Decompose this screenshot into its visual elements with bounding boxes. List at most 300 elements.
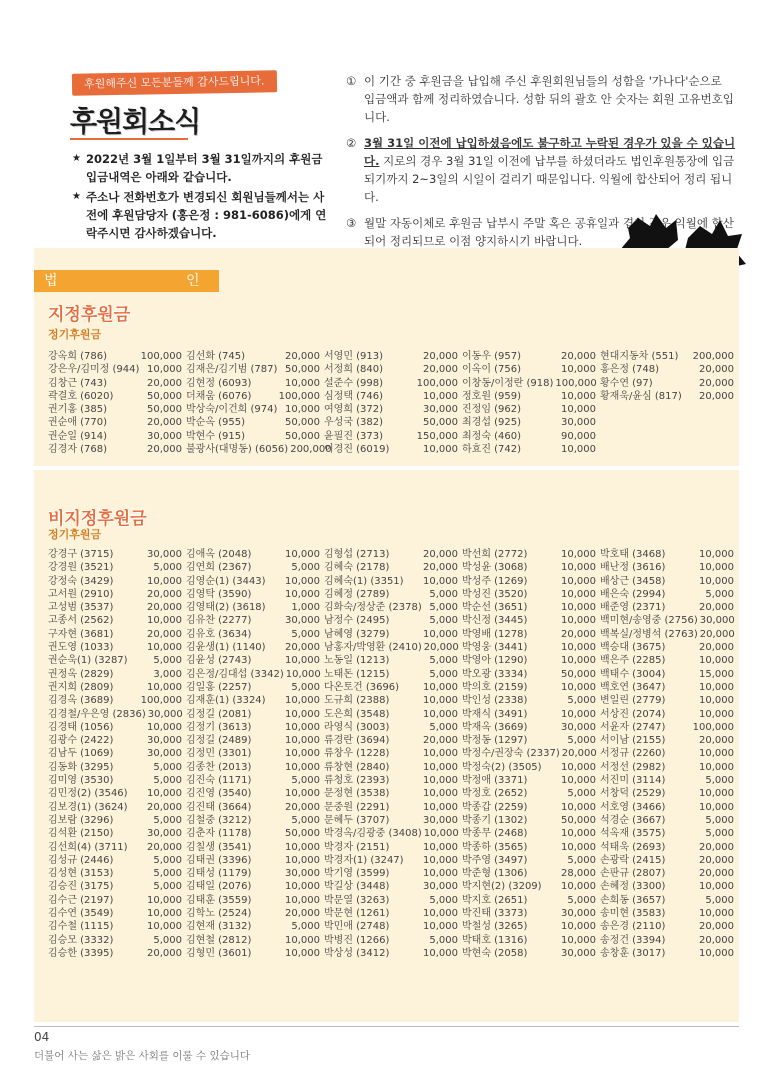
donor-name: 권순애 (770)	[48, 417, 108, 429]
donor-row	[48, 894, 182, 907]
donor-name: 배준영 (2371)	[600, 602, 666, 614]
donor-name: 김보경(1) (3624)	[48, 801, 128, 813]
donation-amount: 5,000	[429, 588, 458, 600]
donor-name: 석경순 (3667)	[600, 814, 666, 826]
donation-amount: 10,000	[561, 934, 596, 946]
donor-name: 박종무 (2468)	[462, 828, 528, 840]
donation-amount: 30,000	[147, 735, 182, 747]
donation-amount: 5,000	[705, 894, 734, 906]
donor-row	[186, 614, 320, 627]
donor-name: 곽결호 (6020)	[48, 390, 114, 402]
donor-row	[600, 681, 734, 694]
donation-amount: 20,000	[561, 748, 597, 760]
donation-amount: 30,000	[699, 615, 735, 627]
donor-row	[324, 708, 458, 721]
donor-row	[600, 867, 734, 880]
section-header-corporate	[34, 270, 219, 292]
donor-column	[462, 350, 596, 456]
donation-amount: 10,000	[285, 947, 320, 959]
donor-name: 고성범 (3537)	[48, 602, 114, 614]
donor-row	[48, 390, 182, 403]
donation-amount: 10,000	[561, 801, 596, 813]
donation-amount: 10,000	[699, 881, 734, 893]
donation-amount: 30,000	[561, 721, 596, 733]
donor-name: 박기영 (3599)	[324, 868, 390, 880]
donor-row	[462, 350, 596, 363]
donation-amount: 10,000	[561, 364, 596, 376]
donor-row	[48, 416, 182, 429]
donor-name: 김정민 (3301)	[186, 748, 252, 760]
donation-amount: 10,000	[423, 841, 458, 853]
donor-name: 김수연 (3549)	[48, 908, 114, 920]
donor-row	[462, 947, 596, 960]
donor-row	[48, 601, 182, 614]
donor-name: 석옥재 (3575)	[600, 828, 666, 840]
donation-amount: 30,000	[285, 615, 320, 627]
donor-name: 도은희 (3548)	[324, 708, 390, 720]
donor-name: 서상진 (2074)	[600, 708, 666, 720]
donation-amount: 10,000	[423, 908, 458, 920]
donor-row	[324, 430, 458, 443]
donor-row	[48, 350, 182, 363]
nondesignated-title: 비지정후원금	[48, 509, 147, 529]
donor-row	[324, 628, 458, 641]
donation-amount: 20,000	[285, 908, 320, 920]
donor-row	[324, 575, 458, 588]
donor-row	[186, 894, 320, 907]
donor-name: 박인성 (2338)	[462, 695, 528, 707]
donation-amount: 10,000	[423, 708, 458, 720]
donor-name: 김태권 (3396)	[186, 854, 252, 866]
donation-amount: 5,000	[429, 934, 458, 946]
donation-amount: 10,000	[147, 575, 182, 587]
donor-row	[48, 641, 182, 654]
donor-name: 황재욱/윤심 (817)	[600, 390, 682, 402]
donor-row	[324, 601, 458, 614]
donor-name: 현대지동차 (551)	[600, 351, 679, 362]
donation-amount: 5,000	[429, 615, 458, 627]
donor-row	[600, 827, 734, 840]
donor-name: 김동화 (3295)	[48, 761, 114, 773]
donor-row	[462, 654, 596, 667]
donor-name: 김진태 (3664)	[186, 801, 252, 813]
donor-name: 김윤성 (2743)	[186, 655, 252, 667]
donor-row	[324, 747, 458, 760]
donation-amount: 20,000	[561, 351, 596, 362]
donor-name: 백미현/송영중 (2756)	[600, 615, 698, 627]
donor-name: 김형민 (3601)	[186, 947, 252, 959]
donor-row	[600, 894, 734, 907]
donor-row	[462, 430, 596, 443]
donor-row	[462, 561, 596, 574]
donor-row	[48, 734, 182, 747]
donation-amount: 10,000	[423, 921, 458, 933]
donation-amount: 20,000	[561, 628, 596, 640]
donor-column	[600, 350, 734, 456]
donor-name: 박문현 (1261)	[324, 908, 390, 920]
donor-name: 박민애 (2748)	[324, 921, 390, 933]
donor-row	[600, 761, 734, 774]
donation-amount: 20,000	[147, 801, 182, 813]
donation-amount: 10,000	[285, 748, 320, 760]
donor-row	[186, 947, 320, 960]
donor-row	[462, 377, 596, 390]
donor-row	[186, 841, 320, 854]
donation-amount: 50,000	[147, 404, 182, 416]
note-text: 이 기간 중 후원금을 납입해 주신 후원회원님들의 성함을 '가나다'순으로 입금액과 함께 정리하였습니다. 성함 뒤의 괄호 안 숫자는 회원 고유번호입니다.	[364, 74, 734, 124]
donor-row	[324, 668, 458, 681]
donation-amount: 50,000	[561, 668, 596, 680]
donation-amount: 10,000	[423, 390, 458, 402]
donor-row	[186, 668, 320, 681]
donor-name: 박정동 (1297)	[462, 735, 528, 747]
donor-name: 도규희 (2388)	[324, 695, 390, 707]
donor-row	[600, 854, 734, 867]
donor-row	[600, 841, 734, 854]
donor-row	[48, 363, 182, 376]
donor-name: 박지호 (2651)	[462, 894, 528, 906]
donor-name: 김승진 (3175)	[48, 881, 114, 893]
donor-row	[48, 708, 182, 721]
donor-row	[324, 774, 458, 787]
donor-row	[48, 880, 182, 893]
donor-row	[600, 801, 734, 814]
donor-name: 박상성 (3412)	[324, 947, 390, 959]
section-header-right: 인	[186, 273, 200, 289]
donor-name: 김석환 (2150)	[48, 828, 114, 840]
donor-row	[462, 708, 596, 721]
donor-name: 박정수/권장숙 (2337)	[462, 748, 560, 760]
donor-name: 김종찬 (2013)	[186, 761, 252, 773]
donor-row	[324, 814, 458, 827]
donor-row	[186, 721, 320, 734]
donation-amount: 20,000	[147, 841, 182, 853]
donor-name: 백호연 (3647)	[600, 681, 666, 693]
donor-row	[186, 641, 320, 654]
donor-name: 김태성 (1179)	[186, 868, 252, 880]
donor-name: 김보람 (3296)	[48, 814, 114, 826]
donation-amount: 10,000	[423, 828, 459, 840]
page-number: 04	[34, 1030, 50, 1044]
donation-amount: 10,000	[285, 721, 320, 733]
donation-amount: 10,000	[423, 681, 458, 693]
donation-amount: 50,000	[285, 828, 320, 840]
donation-amount: 5,000	[153, 562, 182, 574]
donor-row	[48, 575, 182, 588]
donor-name: 서정희 (840)	[324, 364, 384, 376]
donor-name: 박재옥 (3669)	[462, 721, 528, 733]
donor-row	[462, 416, 596, 429]
donor-name: 서창덕 (2529)	[600, 788, 666, 800]
donor-row	[48, 377, 182, 390]
donor-name: 류창현 (2840)	[324, 761, 390, 773]
donor-name: 박영아 (1290)	[462, 655, 528, 667]
donation-amount: 10,000	[561, 588, 596, 600]
donation-amount: 20,000	[423, 364, 458, 376]
donor-row	[600, 787, 734, 800]
donor-row	[462, 880, 596, 893]
donor-row	[324, 721, 458, 734]
donor-row	[600, 814, 734, 827]
donation-amount: 10,000	[561, 444, 596, 456]
donation-amount: 10,000	[699, 788, 734, 800]
donation-amount: 50,000	[285, 417, 320, 429]
donation-amount: 10,000	[699, 761, 734, 773]
donor-row	[462, 894, 596, 907]
donor-name: 서정선 (2982)	[600, 761, 666, 773]
donor-name: 김정기 (3613)	[186, 721, 252, 733]
donor-name: 서정규 (2260)	[600, 748, 666, 760]
donor-name: 박종기 (1302)	[462, 814, 528, 826]
designated-title: 지정후원금	[48, 305, 131, 325]
donation-amount: 10,000	[561, 881, 596, 893]
donation-amount: 200,000	[290, 444, 332, 456]
donor-name: 강옥희 (786)	[48, 351, 108, 362]
donation-amount: 10,000	[561, 390, 596, 402]
donor-name: 박병진 (1266)	[324, 934, 390, 946]
donation-amount: 10,000	[423, 947, 458, 959]
donor-row	[48, 668, 182, 681]
donation-amount: 10,000	[423, 444, 458, 456]
donor-name: 배난정 (3616)	[600, 562, 666, 574]
donor-name: 변일린 (2779)	[600, 695, 666, 707]
donor-row	[186, 390, 320, 403]
donation-amount: 30,000	[423, 881, 458, 893]
donor-row	[48, 403, 182, 416]
donor-row	[186, 601, 320, 614]
donor-row	[324, 947, 458, 960]
donor-name: 김재은/김기범 (787)	[186, 364, 278, 376]
donation-amount: 10,000	[561, 575, 596, 587]
footer-slogan: 더불어 사는 삶은 밝은 사회를 이룰 수 있습니다	[34, 1050, 251, 1062]
donor-name: 박영웅 (3441)	[462, 642, 528, 654]
donor-row	[600, 614, 734, 627]
donation-amount: 10,000	[285, 549, 320, 560]
donor-name: 김경옥 (3689)	[48, 695, 114, 707]
donation-amount: 5,000	[567, 894, 596, 906]
donor-name: 김현재 (3132)	[186, 921, 252, 933]
donor-name: 김미영 (3530)	[48, 775, 114, 787]
donor-name: 여영희 (372)	[324, 404, 384, 416]
donor-name: 김춘자 (1178)	[186, 828, 252, 840]
donor-name: 김현철 (2812)	[186, 934, 252, 946]
donor-row	[324, 548, 458, 561]
donation-amount: 10,000	[699, 908, 734, 920]
donation-amount: 10,000	[699, 708, 734, 720]
donor-row	[48, 934, 182, 947]
donation-amount: 10,000	[561, 775, 596, 787]
donor-name: 백승대 (3675)	[600, 642, 666, 654]
donor-column	[324, 350, 458, 456]
donation-amount: 100,000	[555, 377, 597, 389]
donation-amount: 20,000	[699, 934, 734, 946]
donor-row	[462, 787, 596, 800]
note-number: ①	[346, 74, 357, 88]
donor-row	[462, 761, 596, 774]
donation-amount: 30,000	[561, 417, 596, 429]
donor-row	[324, 443, 458, 456]
donor-name: 송은경 (2110)	[600, 921, 666, 933]
donor-name: 우성국 (382)	[324, 417, 384, 429]
donor-row	[324, 403, 458, 416]
donation-amount: 20,000	[147, 588, 182, 600]
donation-amount: 100,000	[416, 377, 458, 389]
donor-name: 진정임 (962)	[462, 404, 522, 416]
donor-name: 김칠생 (3541)	[186, 841, 252, 853]
donor-name: 이옥이 (756)	[462, 364, 522, 376]
donor-row	[600, 641, 734, 654]
donor-name: 박지현(2) (3209)	[462, 881, 542, 893]
donation-amount: 5,000	[153, 881, 182, 893]
donation-amount: 10,000	[561, 562, 596, 574]
donor-name: 권기홍 (385)	[48, 404, 108, 416]
donor-name: 최정숙 (460)	[462, 430, 522, 442]
donation-amount: 10,000	[285, 881, 320, 893]
donor-column	[462, 548, 596, 960]
donor-row	[48, 561, 182, 574]
donor-row	[186, 747, 320, 760]
donor-name: 김선화 (745)	[186, 351, 246, 362]
donation-amount: 20,000	[423, 642, 459, 654]
donor-name: 정호원 (959)	[462, 390, 522, 402]
donation-amount: 10,000	[285, 575, 320, 587]
donor-name: 박영배 (1278)	[462, 628, 528, 640]
donation-amount: 1,000	[291, 602, 320, 614]
donor-name: 이경진 (6019)	[324, 444, 390, 456]
donation-amount: 20,000	[699, 841, 734, 853]
donor-name: 김진숙 (1171)	[186, 775, 252, 787]
donation-amount: 10,000	[285, 377, 320, 389]
donor-row	[48, 920, 182, 933]
donor-name: 박의호 (2159)	[462, 681, 528, 693]
donation-amount: 50,000	[423, 417, 458, 429]
donor-row	[186, 628, 320, 641]
donor-row	[462, 841, 596, 854]
donor-name: 김정길 (2081)	[186, 708, 252, 720]
donor-row	[186, 934, 320, 947]
donor-name: 김영탁 (3590)	[186, 588, 252, 600]
donor-row	[600, 390, 734, 403]
donor-name: 박상숙/이건희 (974)	[186, 404, 278, 416]
donor-name: 박성진 (3520)	[462, 588, 528, 600]
donor-name: 김윤생(1) (1140)	[186, 642, 266, 654]
donor-row	[324, 894, 458, 907]
donor-name: 박종갑 (2259)	[462, 801, 528, 813]
donor-name: 배상근 (3458)	[600, 575, 666, 587]
donation-amount: 10,000	[561, 404, 596, 416]
donation-amount: 10,000	[423, 628, 458, 640]
donor-row	[186, 920, 320, 933]
donation-amount: 5,000	[705, 814, 734, 826]
donor-row	[48, 801, 182, 814]
donor-name: 김성규 (2446)	[48, 854, 114, 866]
donation-amount: 20,000	[699, 642, 734, 654]
donor-row	[186, 801, 320, 814]
donor-row	[324, 363, 458, 376]
donation-amount: 10,000	[423, 854, 458, 866]
donor-name: 박성윤 (3068)	[462, 562, 528, 574]
donation-amount: 3,000	[153, 668, 182, 680]
donation-amount: 10,000	[561, 642, 596, 654]
donor-name: 남혜영 (3279)	[324, 628, 390, 640]
donor-row	[186, 907, 320, 920]
donation-amount: 10,000	[699, 549, 734, 560]
donor-name: 박선희 (2772)	[462, 549, 528, 560]
donation-amount: 10,000	[285, 655, 320, 667]
donor-name: 더채움 (6076)	[186, 390, 252, 402]
donor-column	[324, 548, 458, 960]
donation-amount: 50,000	[285, 430, 320, 442]
donor-name: 김철중 (3212)	[186, 814, 252, 826]
donor-name: 김승모 (3332)	[48, 934, 114, 946]
donor-row	[48, 841, 182, 854]
donation-amount: 50,000	[285, 364, 320, 376]
donor-name: 김광수 (2422)	[48, 735, 114, 747]
donation-amount: 50,000	[147, 390, 182, 402]
donation-amount: 10,000	[561, 761, 596, 773]
donor-row	[48, 787, 182, 800]
donor-row	[48, 867, 182, 880]
donor-row	[186, 681, 320, 694]
donation-amount: 5,000	[705, 828, 734, 840]
donation-amount: 10,000	[423, 801, 458, 813]
donation-amount: 30,000	[561, 947, 596, 959]
donor-row	[600, 747, 734, 760]
donor-name: 노태돈 (1215)	[324, 668, 390, 680]
donor-row	[48, 774, 182, 787]
donation-amount: 10,000	[699, 801, 734, 813]
donation-amount: 10,000	[147, 721, 182, 733]
donor-name: 송미현 (3583)	[600, 908, 666, 920]
donation-amount: 10,000	[699, 575, 734, 587]
donation-amount: 5,000	[291, 814, 320, 826]
donor-row	[600, 350, 734, 363]
donor-name: 박태호 (1316)	[462, 934, 528, 946]
donation-amount: 5,000	[153, 814, 182, 826]
donation-amount: 5,000	[291, 681, 320, 693]
donor-row	[48, 548, 182, 561]
donor-row	[600, 708, 734, 721]
donor-name: 박성주 (1269)	[462, 575, 528, 587]
donor-row	[600, 628, 734, 641]
donor-name: 서이남 (2155)	[600, 735, 666, 747]
donation-amount: 10,000	[285, 788, 320, 800]
donor-name: 김승한 (3395)	[48, 947, 114, 959]
donor-row	[186, 350, 320, 363]
right-note-2	[346, 134, 736, 206]
right-note-1	[346, 72, 736, 126]
donor-row	[462, 920, 596, 933]
donor-row	[186, 880, 320, 893]
donor-row	[462, 747, 596, 760]
donation-amount: 10,000	[285, 404, 320, 416]
donor-name: 김창근 (743)	[48, 377, 108, 389]
donation-amount: 10,000	[699, 681, 734, 693]
donor-name: 문중원 (2291)	[324, 801, 390, 813]
donation-amount: 10,000	[561, 602, 596, 614]
donor-name: 손판규 (2807)	[600, 868, 666, 880]
donor-name: 박경자(1) (3247)	[324, 854, 404, 866]
donor-name: 김태훈 (3559)	[186, 894, 252, 906]
donation-amount: 30,000	[147, 549, 182, 560]
donation-amount: 10,000	[699, 655, 734, 667]
donation-amount: 28,000	[561, 868, 596, 880]
donation-amount: 10,000	[561, 841, 596, 853]
title-underline	[70, 138, 188, 140]
donor-row	[324, 920, 458, 933]
donor-row	[462, 575, 596, 588]
donor-row	[48, 747, 182, 760]
